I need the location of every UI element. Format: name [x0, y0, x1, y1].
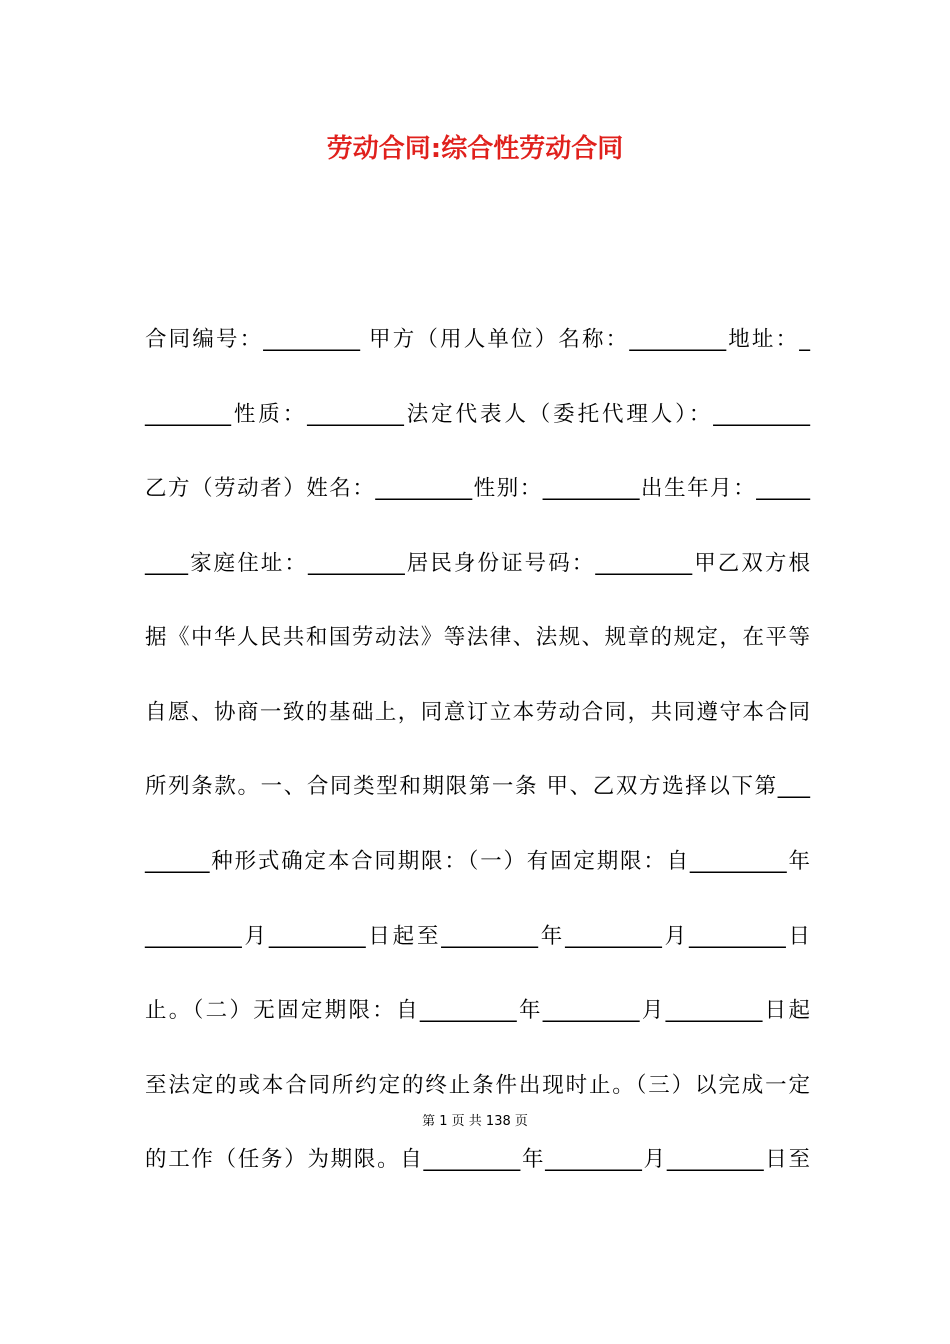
body-line-12: 的工作（任务）为期限。自_________年_________月_________日至	[145, 1147, 810, 1172]
body-line-6: 自愿、协商一致的基础上，同意订立本劳动合同，共同遵守本合同	[145, 700, 810, 725]
body-line-10: 止。（二）无固定期限：自_________年_________月_________日起	[145, 998, 810, 1023]
document-title: 劳动合同:综合性劳动合同	[326, 134, 624, 164]
page-number-footer: 第 1 页 共 138 页	[422, 1114, 528, 1129]
body-line-7: 所列条款。一、合同类型和期限第一条 甲、乙双方选择以下第___	[145, 774, 810, 799]
body-line-8: ______种形式确定本合同期限：（一）有固定期限：自_________年	[145, 849, 810, 874]
body-line-5: 据《中华人民共和国劳动法》等法律、法规、规章的规定，在平等	[145, 625, 810, 650]
body-line-3: 乙方（劳动者）姓名：_________性别：_________出生年月：_____	[145, 476, 810, 501]
body-line-2: ________性质：_________法定代表人（委托代理人）：_________	[145, 402, 810, 427]
body-line-4: ____家庭住址：_________居民身份证号码：_________甲乙双方根	[145, 551, 810, 576]
body-line-11: 至法定的或本合同所约定的终止条件出现时止。（三）以完成一定	[145, 1073, 810, 1098]
body-line-9: _________月_________日起至_________年_________月_________日	[145, 924, 810, 949]
body-line-1: 合同编号：_________ 甲方（用人单位）名称：_________地址：_	[145, 327, 810, 352]
